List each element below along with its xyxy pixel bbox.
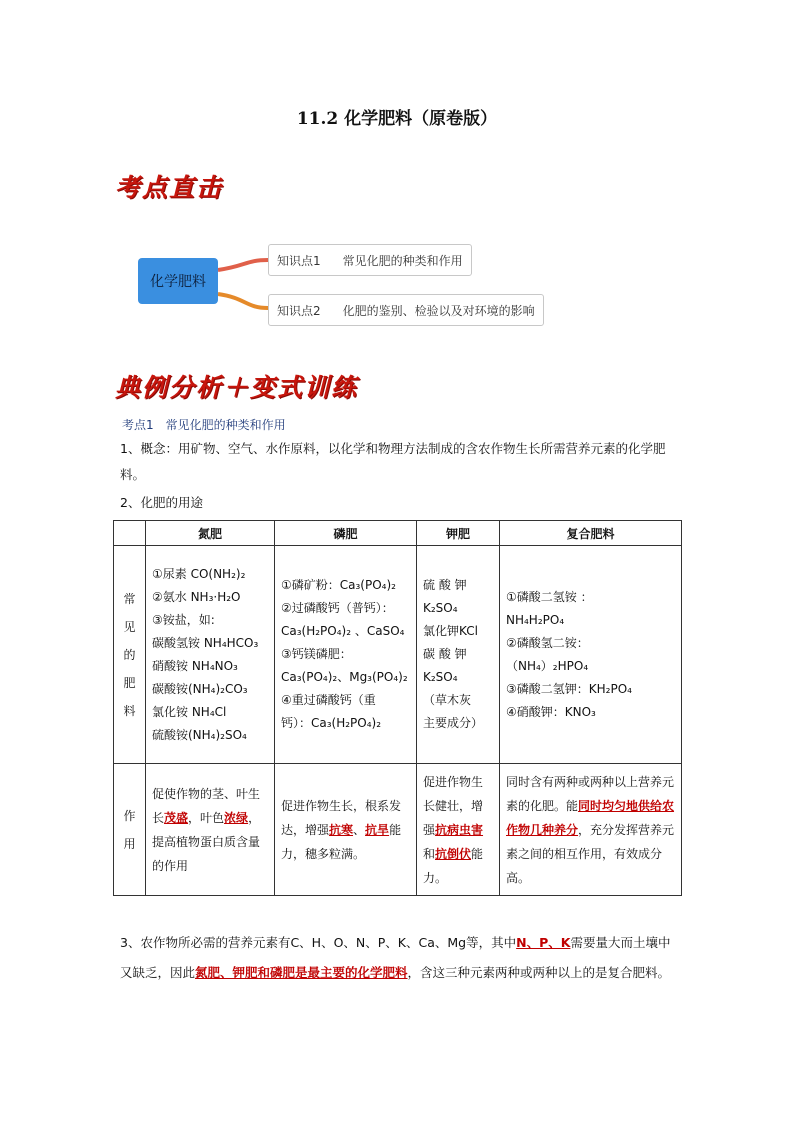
list-item: Ca₃(PO₄)₂、Mg₃(PO₄)₂	[281, 670, 408, 684]
list-item: 碳酸铵(NH₄)₂CO₃	[152, 681, 248, 696]
page-title: 11.2 化学肥料（原卷版）	[296, 109, 498, 129]
highlight: N、P、K	[516, 935, 571, 950]
mind-map-node-2	[268, 294, 544, 326]
connector-1	[218, 260, 268, 270]
list-item: ①磷矿粉：Ca₃(PO₄)₂	[281, 578, 396, 592]
highlight: 茂盛	[164, 810, 189, 825]
highlight: 同时均匀地供给农作物几种养分	[506, 798, 675, 837]
kaodian-subtitle	[122, 416, 298, 433]
paragraph-usage: 2、化肥的用途	[120, 495, 203, 510]
list-item: 钙）：Ca₃(H₂PO₄)₂	[281, 716, 382, 730]
kaodian-text: 常见化肥的种类和作用	[165, 418, 286, 432]
list-item: K₂SO₄	[423, 670, 458, 684]
list-item: 碳 酸 钾	[423, 647, 467, 661]
cell-potash-list	[417, 546, 500, 764]
list-item: （草木灰	[423, 693, 472, 707]
list-item: 主要成分）	[423, 716, 484, 730]
node-text: 常见化肥的种类和作用	[342, 253, 463, 268]
list-item: 氯化铵 NH₄Cl	[152, 704, 227, 719]
table-header-row	[114, 521, 682, 546]
header-phosphate: 磷肥	[275, 521, 417, 546]
node-label: 知识点2	[277, 303, 321, 318]
fertilizer-table	[113, 520, 682, 896]
paragraph-concept: 1、概念：用矿物、空气、水作原料，以化学和物理方法制成的含农作物生长所需营养元素的化学肥料。	[120, 441, 666, 482]
mind-map-root: 化学肥料	[138, 258, 218, 304]
cell-phosphate-list	[275, 546, 417, 764]
list-item: ③铵盐，如:	[152, 612, 215, 627]
highlight: 抗旱	[365, 822, 390, 837]
mind-map-node-1	[268, 244, 472, 276]
list-item: ④重过磷酸钙（重	[281, 693, 376, 707]
kaodian-label: 考点1	[122, 418, 154, 432]
list-item: 碳酸氢铵 NH₄HCO₃	[152, 635, 259, 650]
paragraph-nutrients: 3、农作物所必需的营养元素有C、H、O、N、P、K、Ca、Mg等，其中N、P、K需要量大而土壤中又缺乏，因此氮肥、钾肥和磷肥是最主要的化学肥料，含这三种元素两种或两种以上的是复合肥料。	[120, 935, 671, 980]
table-row-effects	[114, 764, 682, 896]
header-empty	[114, 521, 146, 546]
list-item: ③磷酸二氢钾：KH₂PO₄	[506, 681, 632, 696]
highlight: 浓绿	[224, 810, 249, 825]
table-row-fertilizers	[114, 546, 682, 764]
highlight: 氮肥、钾肥和磷肥是最主要的化学肥料	[195, 965, 408, 980]
list-item: 氯化钾KCl	[423, 624, 478, 638]
list-item: 硫酸铵(NH₄)₂SO₄	[152, 727, 247, 742]
node-text: 化肥的鉴别、检验以及对环境的影响	[342, 303, 535, 318]
list-item: K₂SO₄	[423, 601, 458, 615]
highlight: 抗病虫害	[435, 822, 484, 837]
header-nitrogen: 氮肥	[146, 521, 275, 546]
list-item: NH₄H₂PO₄	[506, 612, 565, 627]
list-item: ①尿素 CO(NH₂)₂	[152, 566, 246, 581]
list-item: ④硝酸钾：KNO₃	[506, 704, 596, 719]
list-item: 硝酸铵 NH₄NO₃	[152, 658, 238, 673]
list-item: Ca₃(H₂PO₄)₂ 、CaSO₄	[281, 624, 405, 638]
header-potash: 钾肥	[417, 521, 500, 546]
cell-phosphate-effect: 促进作物生长，根系发达，增强抗寒、抗旱能力，穗多粒满。	[275, 764, 417, 896]
list-item: ②过磷酸钙（普钙）：	[281, 601, 394, 615]
list-item: 硫 酸 钾	[423, 578, 467, 592]
cell-nitrogen-list	[146, 546, 275, 764]
cell-nitrogen-effect: 促使作物的茎、叶生长茂盛，叶色浓绿，提高植物蛋白质含量的作用	[146, 764, 275, 896]
node-label: 知识点1	[277, 253, 321, 268]
section-heading-dianli: 典例分析＋变式训练	[115, 373, 359, 402]
connector-2	[218, 294, 268, 308]
list-item: ①磷酸二氢铵 ：	[506, 589, 593, 604]
section-heading-kaodian: 考点直击	[115, 173, 224, 202]
row-label-effects: 作用	[114, 764, 146, 896]
cell-potash-effect: 促进作物生长健壮，增强抗病虫害和抗倒伏能力。	[417, 764, 500, 896]
header-compound: 复合肥料	[500, 521, 682, 546]
list-item: ③钙镁磷肥：	[281, 647, 352, 661]
highlight: 抗寒	[329, 822, 354, 837]
cell-compound-effect: 同时含有两种或两种以上营养元素的化肥。能同时均匀地供给农作物几种养分，充分发挥营养元素之间的相互作用，有效成分高。	[500, 764, 682, 896]
cell-compound-list	[500, 546, 682, 764]
list-item: ②氨水 NH₃·H₂O	[152, 589, 241, 604]
highlight: 抗倒伏	[435, 846, 472, 861]
list-item: （NH₄）₂HPO₄	[506, 658, 589, 673]
row-label-fertilizers: 常见的肥料	[114, 546, 146, 764]
list-item: ②磷酸氢二铵：	[506, 635, 589, 650]
